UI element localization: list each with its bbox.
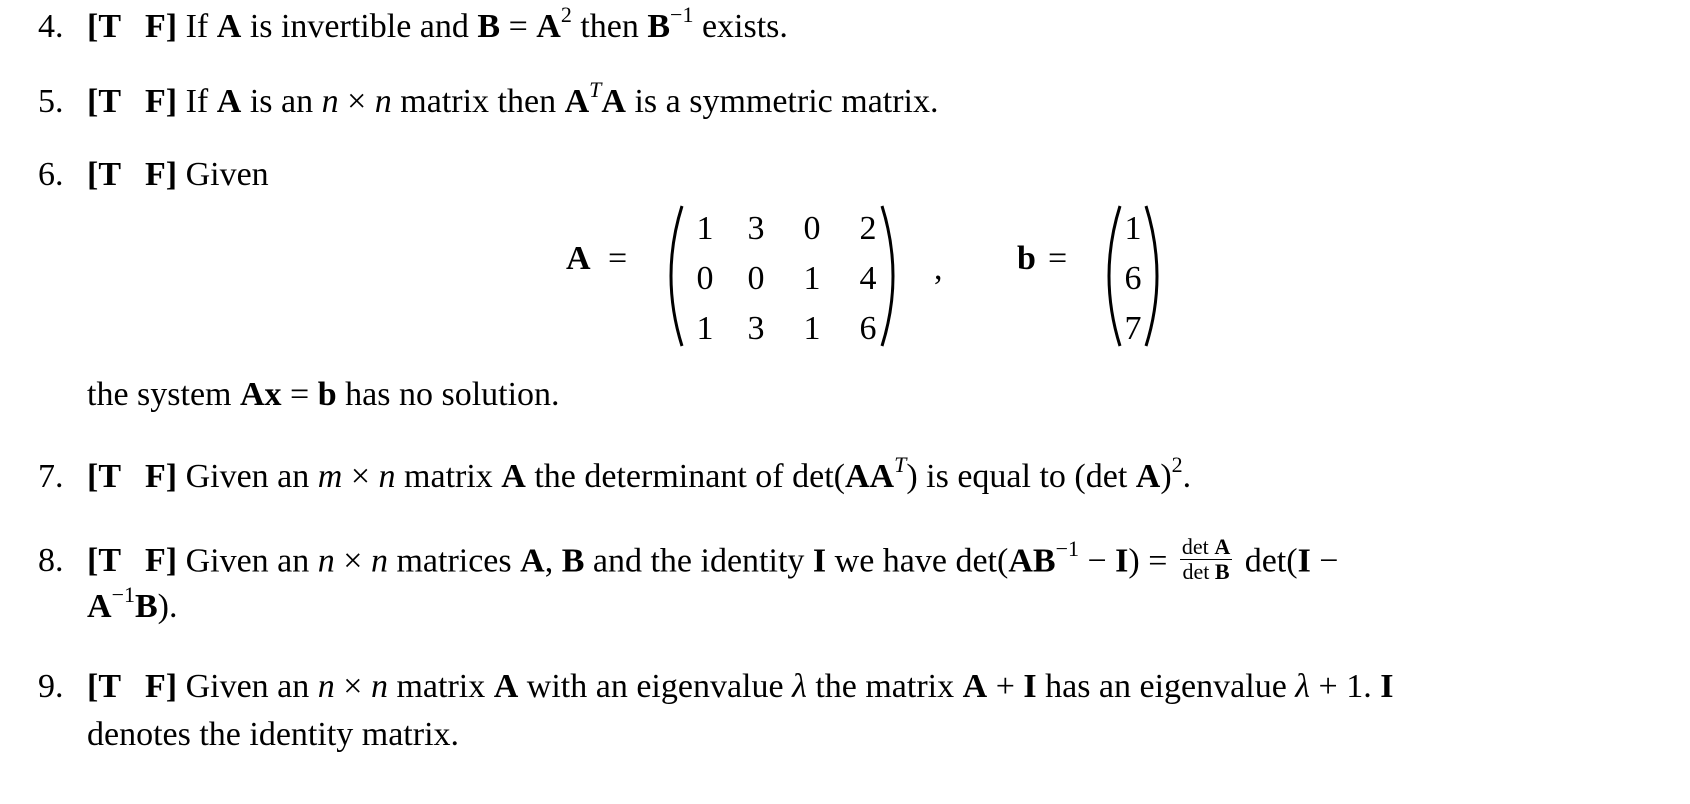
matrix-entry: 6 [859, 310, 877, 347]
matrix-symbol: A [1214, 534, 1231, 559]
fraction-numerator [1180, 536, 1232, 560]
q9-text: with an eigenvalue [526, 668, 784, 705]
variable: n [370, 542, 388, 580]
identity-symbol: I [1380, 668, 1394, 705]
inverse-exponent: −1 [111, 581, 135, 607]
true-option[interactable]: [T [87, 668, 121, 705]
q6-conclusion [87, 378, 560, 412]
det-operator: det( [955, 542, 1009, 580]
equals-sign: = [290, 376, 310, 413]
question-6 [38, 158, 269, 192]
matrix-entry: 0 [747, 260, 765, 297]
question-number: 4. [38, 8, 64, 45]
false-option[interactable]: F] [145, 458, 178, 495]
matrix-symbol: A [501, 458, 526, 495]
det-fraction [1180, 536, 1232, 583]
inverse-exponent: −1 [1055, 535, 1079, 561]
true-option[interactable]: [T [87, 458, 121, 495]
q9-text: matrix [396, 668, 486, 705]
true-false-marker[interactable] [87, 8, 177, 45]
q8-text: matrices [396, 542, 512, 580]
period: . [1182, 458, 1192, 495]
right-parenthesis-icon [878, 200, 908, 352]
question-8-continuation [87, 581, 178, 625]
variable: n [370, 668, 388, 705]
q9-text: Given an [185, 668, 310, 705]
false-option[interactable]: F] [145, 668, 178, 705]
q6-text: Given [185, 156, 269, 193]
minus-sign: − [1319, 542, 1339, 580]
q6-text: the system [87, 376, 232, 413]
variable: n [374, 83, 392, 120]
matrix-entry: 3 [747, 310, 765, 347]
question-number: 7. [38, 458, 64, 495]
matrix-product: Ax [239, 376, 282, 413]
vector-entry: 1 [1124, 210, 1142, 247]
true-option[interactable]: [T [87, 156, 121, 193]
false-option[interactable]: F] [145, 542, 178, 580]
q9-text: has an eigenvalue [1045, 668, 1287, 705]
question-4 [38, 1, 788, 45]
equals-sign: = [608, 240, 628, 277]
true-option[interactable]: [T [87, 83, 121, 120]
true-false-marker[interactable] [87, 458, 177, 495]
det-operator: det( [792, 458, 845, 495]
true-false-marker[interactable] [87, 542, 177, 579]
plus-sign: + [1318, 668, 1338, 705]
matrix-symbol: A [520, 542, 545, 580]
q7-text: matrix [404, 458, 493, 495]
q8-text: Given an [185, 542, 310, 580]
variable: n [317, 668, 335, 705]
matrix-symbol: B [561, 542, 585, 580]
comma: , [544, 542, 554, 580]
equals-sign: = [508, 8, 528, 45]
matrix-product: AB [1008, 542, 1056, 580]
q5-text: matrix then [400, 83, 557, 120]
close-paren: ) [1128, 542, 1140, 580]
identity-symbol: I [1115, 542, 1129, 580]
equals-sign: = [1148, 542, 1168, 580]
matrix-symbol: A [536, 8, 561, 45]
vector-b-label: b [1017, 240, 1036, 277]
matrix-symbol: B [1214, 559, 1230, 584]
matrix-symbol: A [87, 588, 112, 625]
matrix-entry: 0 [803, 210, 821, 247]
q4-text: exists. [701, 8, 788, 45]
vector-entry: 6 [1124, 260, 1142, 297]
q4-text: is invertible and [249, 8, 469, 45]
question-8 [38, 534, 1339, 587]
question-5 [38, 76, 939, 120]
true-false-marker[interactable] [87, 156, 177, 193]
q4-text: If [185, 8, 209, 45]
q7-text: is equal to [926, 458, 1066, 495]
exponent: −1 [670, 1, 694, 27]
variable: m [317, 458, 343, 495]
close-paren: ) [1160, 458, 1172, 495]
question-9 [38, 670, 1393, 704]
equals-sign: = [1048, 240, 1068, 277]
plus-sign: + [995, 668, 1015, 705]
matrix-product: AA [844, 458, 895, 495]
close-paren: ). [157, 588, 178, 625]
variable: n [321, 83, 339, 120]
q5-text: If [185, 83, 209, 120]
q6-text: has no solution. [345, 376, 560, 413]
vector-entry: 7 [1124, 310, 1142, 347]
comma: , [934, 250, 943, 287]
question-number: 8. [38, 542, 64, 580]
true-false-marker[interactable] [87, 83, 177, 120]
transpose-exponent: T [894, 451, 907, 477]
matrix-entry: 4 [859, 260, 877, 297]
eigenvalue-symbol: λ [792, 668, 807, 705]
matrix-symbol: A [1135, 458, 1161, 495]
true-false-marker[interactable] [87, 668, 177, 705]
matrix-symbol: A [216, 83, 242, 120]
q5-text: is an [249, 83, 314, 120]
right-parenthesis-icon [1142, 200, 1172, 352]
number: 1. [1346, 668, 1372, 705]
matrix-a-entries [682, 212, 896, 362]
matrix-entry: 0 [696, 260, 714, 297]
q7-text: the determinant of [534, 458, 784, 495]
matrix-entry: 2 [859, 210, 877, 247]
vector-symbol: b [317, 376, 337, 413]
variable: n [378, 458, 396, 495]
variable: n [317, 542, 335, 580]
q4-text: then [580, 8, 639, 45]
matrix-symbol: A [564, 83, 590, 120]
matrix-symbol: A [216, 8, 242, 45]
question-number: 9. [38, 668, 64, 705]
eigenvalue-symbol: λ [1295, 668, 1311, 705]
q7-text: Given an [185, 458, 310, 495]
q8-text: and the identity [592, 542, 805, 580]
q5-text: is a symmetric matrix. [634, 83, 939, 120]
false-option[interactable]: F] [145, 156, 178, 193]
identity-symbol: I [812, 542, 827, 580]
q9-text: denotes the identity matrix. [87, 716, 460, 753]
times-sign: × [343, 542, 363, 580]
question-number: 5. [38, 83, 64, 120]
q8-text: we have [834, 542, 947, 580]
fraction-denominator [1180, 560, 1232, 583]
question-7 [38, 451, 1192, 495]
transpose-exponent: T [589, 76, 602, 102]
times-sign: × [343, 668, 363, 705]
det-operator: (det [1074, 458, 1128, 495]
true-option[interactable]: [T [87, 542, 121, 580]
matrix-symbol: B [134, 588, 158, 625]
matrix-symbol: A [601, 83, 626, 120]
identity-symbol: I [1023, 668, 1037, 705]
close-paren: ) [906, 458, 918, 495]
false-option[interactable]: F] [145, 83, 178, 120]
question-9-continuation [87, 718, 459, 752]
matrix-symbol: B [477, 8, 501, 45]
det-operator: det [1181, 534, 1209, 559]
matrix-a-label: A [566, 240, 591, 277]
det-operator: det [1182, 559, 1210, 584]
false-option[interactable]: F] [145, 8, 178, 45]
matrix-symbol: A [962, 668, 988, 705]
q9-text: the matrix [815, 668, 955, 705]
true-option[interactable]: [T [87, 8, 121, 45]
times-sign: × [347, 83, 367, 120]
exponent: 2 [560, 1, 572, 27]
matrix-entry: 1 [696, 210, 714, 247]
det-operator: det( [1244, 542, 1298, 580]
identity-symbol: I [1297, 542, 1311, 580]
matrix-entry: 1 [803, 310, 821, 347]
matrix-symbol: A [493, 668, 519, 705]
matrix-entry: 1 [803, 260, 821, 297]
times-sign: × [350, 458, 371, 495]
minus-sign: − [1087, 542, 1107, 580]
question-number: 6. [38, 156, 64, 193]
matrix-entry: 1 [696, 310, 714, 347]
matrix-entry: 3 [747, 210, 765, 247]
exponent: 2 [1171, 451, 1183, 477]
matrix-symbol: B [647, 8, 671, 45]
